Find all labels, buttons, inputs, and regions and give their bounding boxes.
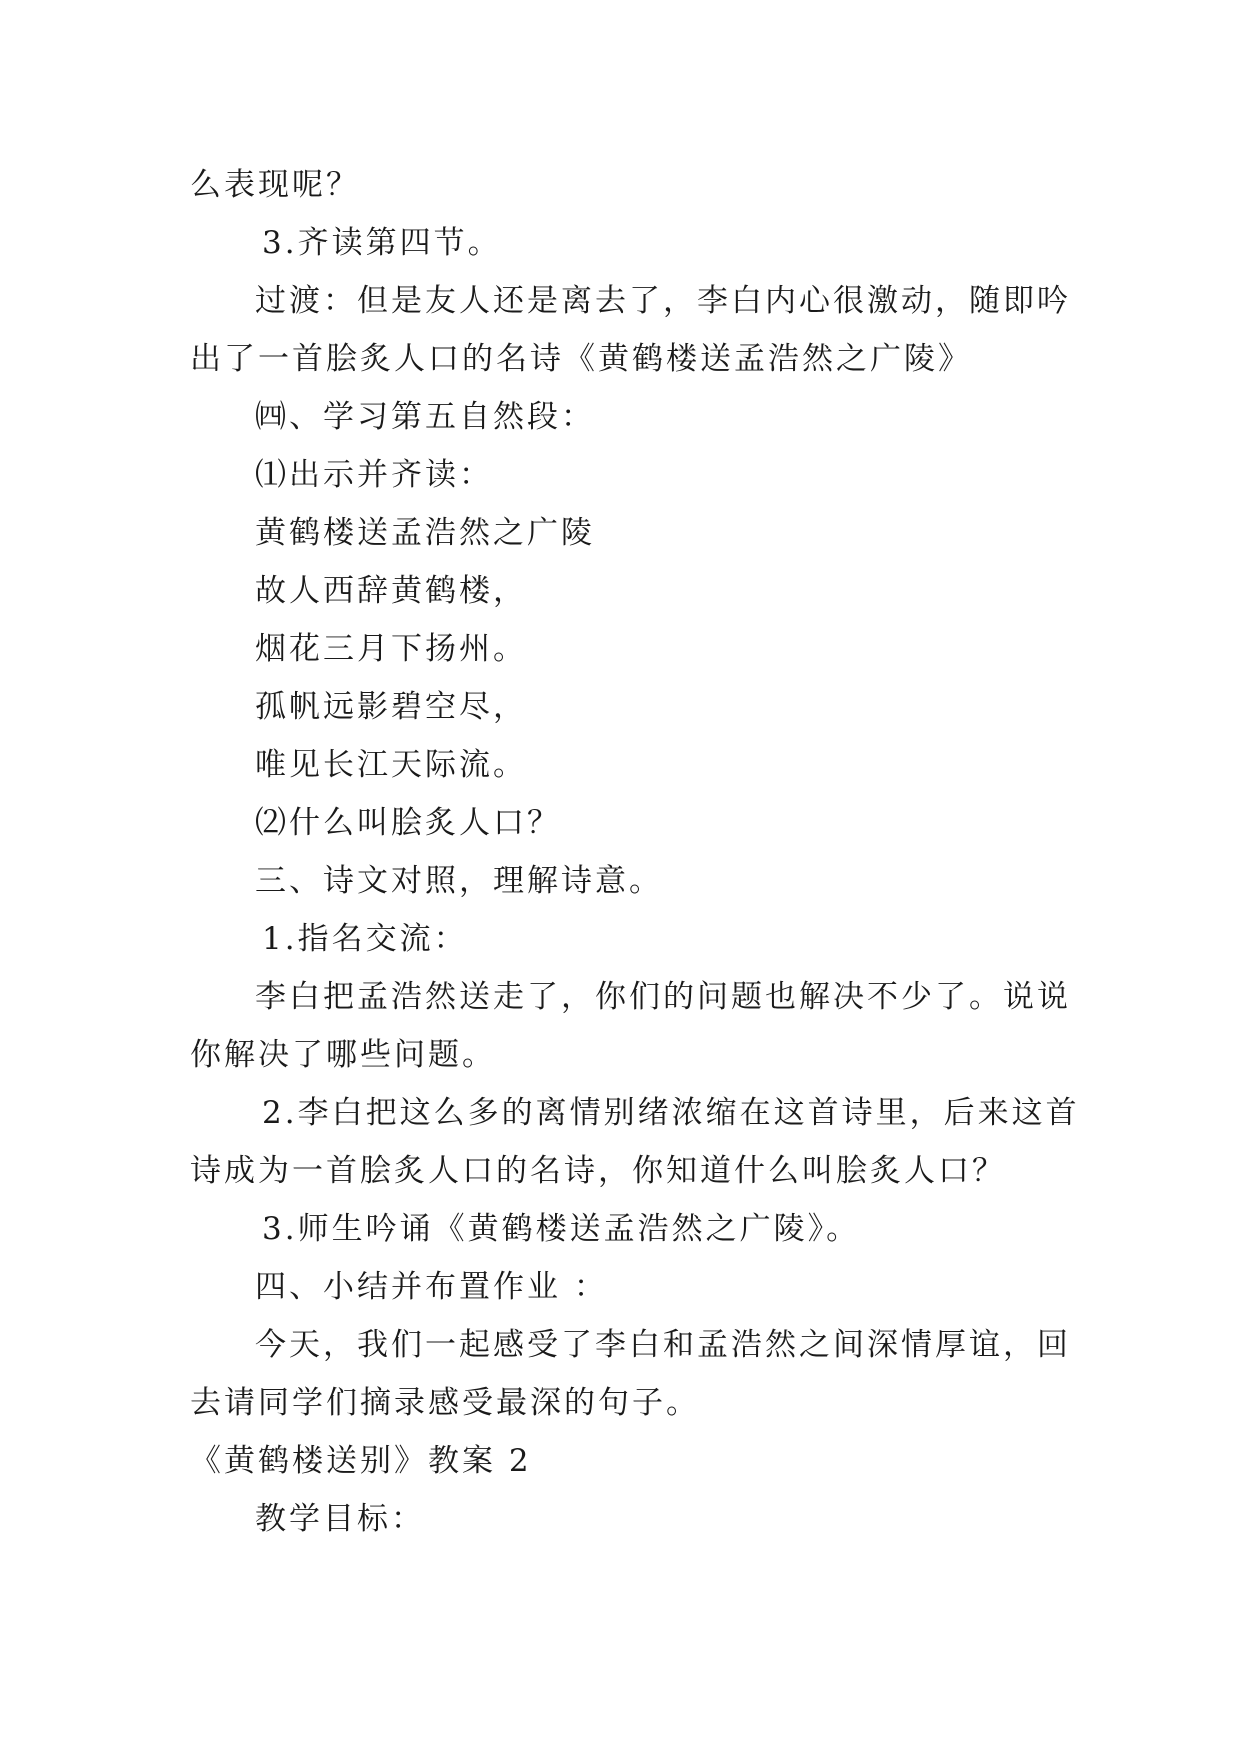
section-heading: 三、诗文对照，理解诗意。 bbox=[255, 863, 663, 899]
text-line: 3.齐读第四节。 bbox=[262, 225, 502, 261]
section-heading: ㈣、学习第五自然段： bbox=[255, 399, 595, 435]
poem-line: 烟花三月下扬州。 bbox=[255, 631, 527, 667]
text-line: ⑵什么叫脍炙人口？ bbox=[255, 805, 561, 841]
text-line: ⑴出示并齐读： bbox=[255, 457, 493, 493]
poem-line: 故人西辞黄鹤楼， bbox=[255, 573, 527, 609]
text-line: 李白把孟浩然送走了，你们的问题也解决不少了。说说 bbox=[255, 979, 1071, 1015]
section-heading: 四、小结并布置作业 ： bbox=[255, 1269, 608, 1305]
poem-line: 孤帆远影碧空尽， bbox=[255, 689, 527, 725]
text-line: 过渡：但是友人还是离去了，李白内心很激动，随即吟 bbox=[255, 283, 1071, 319]
text-line: 2.李白把这么多的离情别绪浓缩在这首诗里，后来这首 bbox=[262, 1095, 1080, 1131]
text-line: 去请同学们摘录感受最深的句子。 bbox=[190, 1385, 700, 1421]
text-line: 1.指名交流： bbox=[262, 921, 468, 957]
text-line: 诗成为一首脍炙人口的名诗，你知道什么叫脍炙人口？ bbox=[190, 1153, 1006, 1189]
text-line: 3.师生吟诵《黄鹤楼送孟浩然之广陵》。 bbox=[262, 1211, 861, 1247]
document-title: 《黄鹤楼送别》教案 2 bbox=[190, 1443, 532, 1479]
text-line: 出了一首脍炙人口的名诗《黄鹤楼送孟浩然之广陵》 bbox=[190, 341, 972, 377]
poem-line: 唯见长江天际流。 bbox=[255, 747, 527, 783]
section-heading: 教学目标： bbox=[255, 1501, 425, 1537]
poem-title: 黄鹤楼送孟浩然之广陵 bbox=[255, 515, 595, 551]
text-line: 你解决了哪些问题。 bbox=[190, 1037, 496, 1073]
text-line: 今天，我们一起感受了李白和孟浩然之间深情厚谊，回 bbox=[255, 1327, 1071, 1363]
text-line: 么表现呢？ bbox=[190, 167, 360, 203]
